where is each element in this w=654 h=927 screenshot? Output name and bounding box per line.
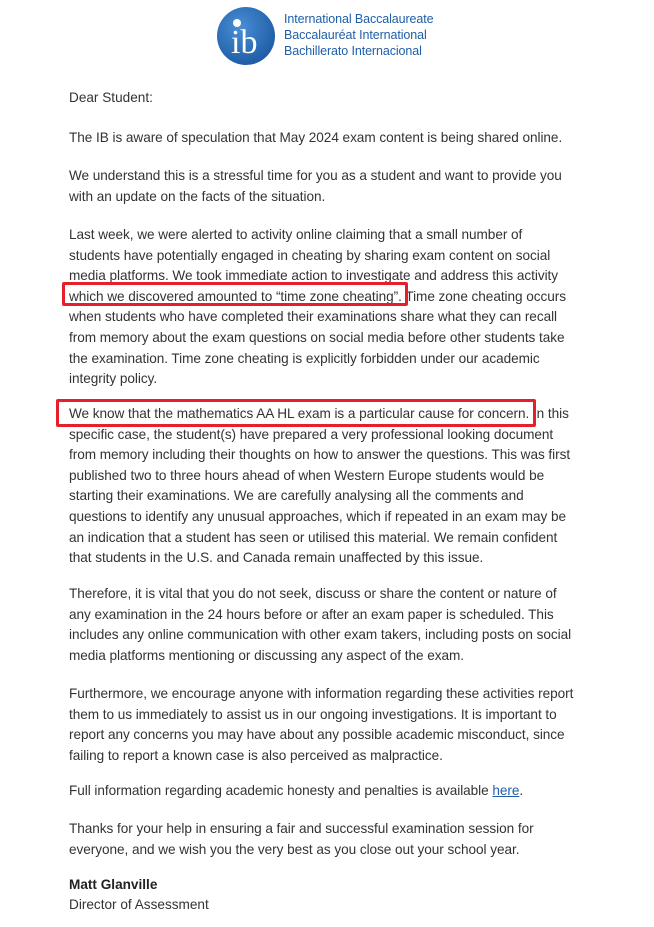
text-line: when students who have completed their examinations share what they can recall — [69, 309, 558, 325]
text-line: integrity policy. — [69, 371, 158, 387]
paragraph-8 — [69, 819, 599, 860]
text-line: published two to three hours ahead of when Western Europe students would be — [69, 467, 545, 483]
text-line: from memory about the exam questions on social media before other students take — [69, 329, 565, 345]
paragraph-3 — [69, 225, 599, 390]
text-line: specific case, the student(s) have prepared a very professional looking document — [69, 426, 554, 442]
paragraph-7 — [69, 781, 599, 802]
signature-title: Director of Assessment — [69, 897, 209, 912]
org-name-es: Bachillerato Internacional — [284, 44, 422, 58]
paragraph-2 — [69, 166, 599, 207]
text-line: students have potentially engaged in cheating by sharing exam content on social — [69, 247, 551, 263]
organization-names — [284, 11, 434, 59]
text-line: Therefore, it is vital that you do not seek, discuss or share the content or nature of — [69, 586, 557, 601]
ib-logo-icon — [216, 6, 276, 66]
text-line: everyone, and we wish you the very best as you close out your school year. — [69, 841, 520, 857]
text-line: Furthermore, we encourage anyone with information regarding these activities report — [69, 686, 574, 701]
highlight-box-math-aa-hl — [56, 399, 536, 427]
text-line: failing to report a known case is also perceived as malpractice. — [69, 747, 443, 763]
text-line: which we discovered amounted to “time zone cheating”. Time zone cheating occurs — [69, 288, 567, 304]
text-line: Last week, we were alerted to activity online claiming that a small number of — [69, 227, 523, 242]
text-line: We understand this is a stressful time for you as a student and want to provide you — [69, 168, 562, 183]
paragraph-5 — [69, 584, 599, 666]
highlight-box-time-zone-cheating — [62, 282, 408, 306]
here-link[interactable]: here — [492, 783, 520, 798]
paragraph-1 — [69, 128, 599, 149]
text-line: media platforms. We took immediate action to investigate and address this activity — [69, 268, 559, 284]
text-line: that students in the U.S. and Canada remain unaffected by this issue. — [69, 550, 484, 566]
org-name-fr: Baccalauréat International — [284, 28, 427, 42]
paragraph-6 — [69, 684, 599, 766]
text-line: questions to identify any unusual approaches, which if repeated in an exam may be — [69, 508, 566, 524]
text-line — [69, 781, 599, 802]
text-line: the examination. Time zone cheating is explicitly forbidden under our academic — [69, 350, 540, 366]
text-line: them to us immediately to assist us in our ongoing investigations. It is important to — [69, 706, 557, 722]
text-line: report any concerns you may have about any possible academic misconduct, since — [69, 727, 565, 743]
org-name-en: International Baccalaureate — [284, 12, 434, 26]
academic-honesty-text: Full information regarding academic honesty and penalties is available — [69, 783, 493, 798]
text-line: Thanks for your help in ensuring a fair and successful examination session for — [69, 821, 534, 836]
signature-name: Matt Glanville — [69, 877, 158, 892]
period: . — [519, 783, 524, 798]
logo-letters: ib — [231, 24, 258, 61]
text-line: an indication that a student has seen or utilised this material. We remain confident — [69, 529, 558, 545]
text-line: starting their examinations. We are carefully analysing all the comments and — [69, 488, 524, 504]
text-line: media platforms mentioning or discussing any aspect of the exam. — [69, 647, 464, 663]
paragraph-4 — [69, 404, 599, 569]
text-line: The IB is aware of speculation that May 2024 exam content is being shared online. — [69, 130, 563, 145]
letterhead — [0, 0, 654, 72]
text-line: includes any online communication with other exam takers, including posts on social — [69, 627, 572, 643]
text-line: any examination in the 24 hours before or after an exam paper is scheduled. This — [69, 606, 554, 622]
text-line: from memory including their thoughts on how to answer the questions. This was first — [69, 447, 571, 463]
text-line: with an update on the facts of the situation. — [69, 188, 326, 204]
text-line: We know that the mathematics AA HL exam is a particular cause for concern. In this — [69, 406, 569, 421]
salutation: Dear Student: — [69, 90, 153, 105]
